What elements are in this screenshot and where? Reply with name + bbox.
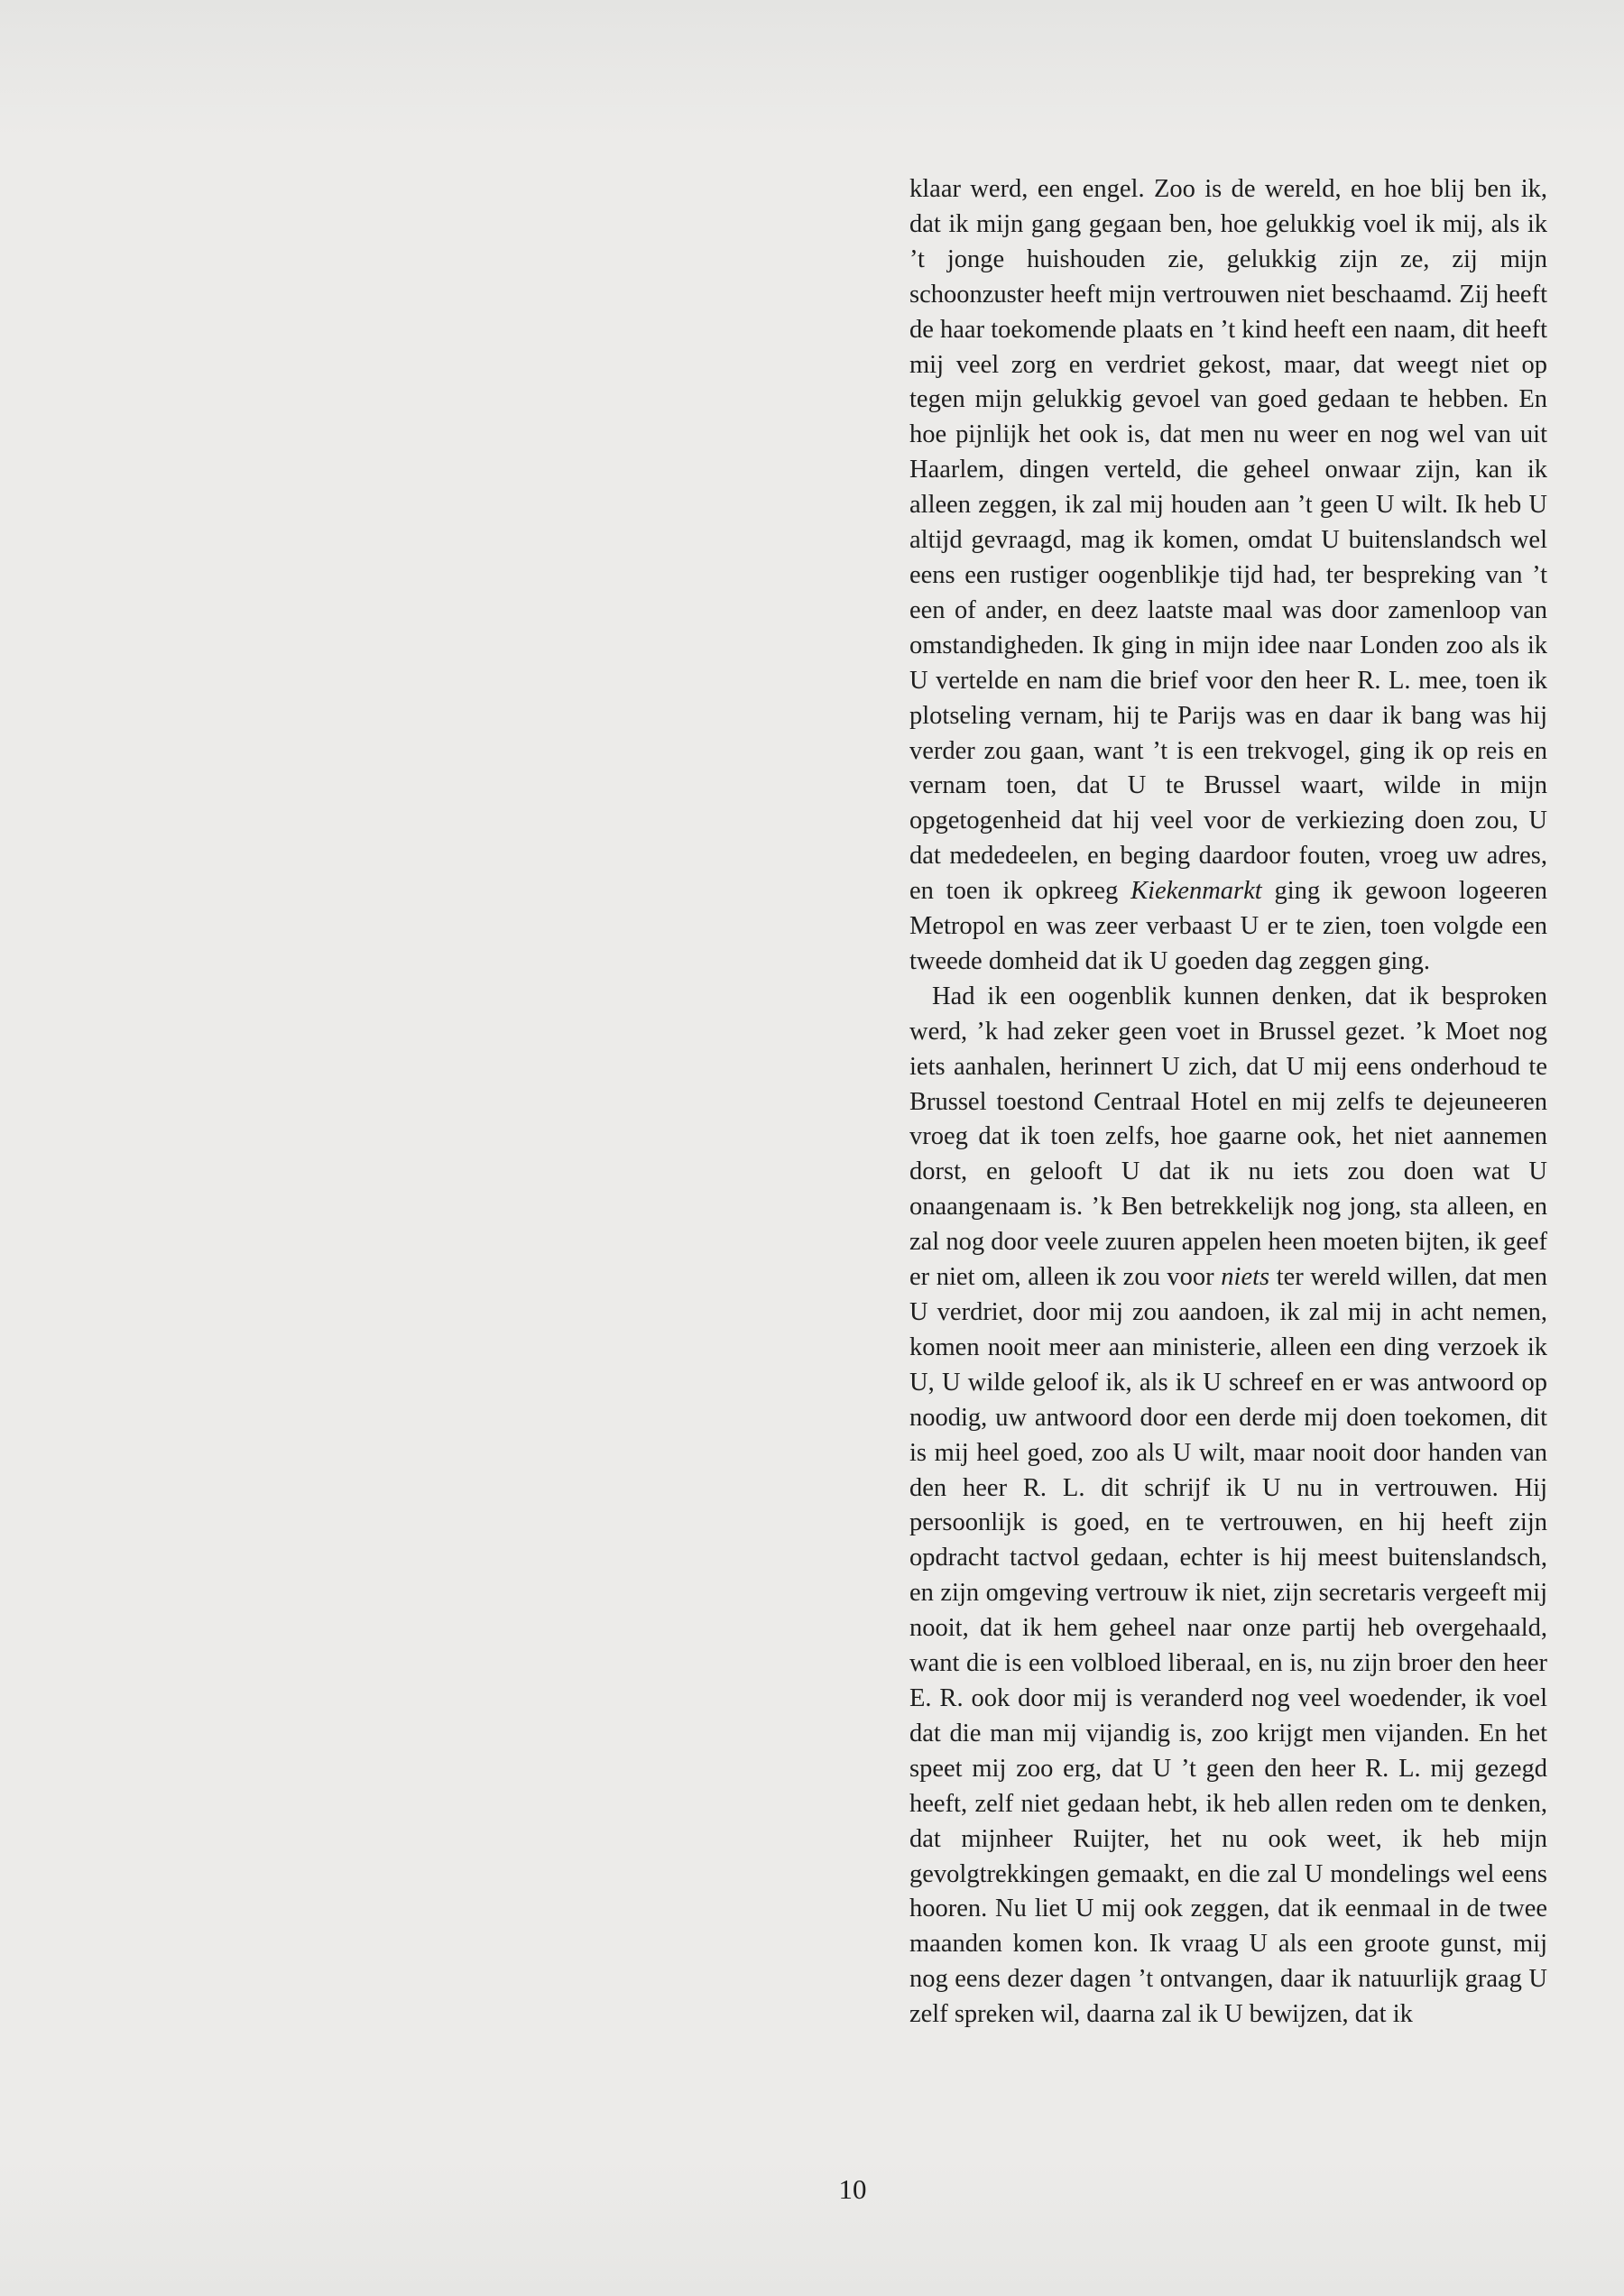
paragraph-2-text-1: Had ik een oogenblik kunnen denken, dat ik besproken werd, ’k had zeker geen voet in Brussel gezet. ’k Moet nog iets aanhalen, herinnert U zich, dat U mij eens onderhoud te Brussel toestond Centraal Hotel en mij zelfs te dejeuneeren vroeg dat ik toen zelfs, hoe gaarne ook, het niet aannemen dorst, en gelooft U dat ik nu iets zou doen wat U onaangenaam is. ’k Ben betrekkelijk nog jong, sta alleen, en zal nog door veele zuuren appelen heen moeten bijten, ik geef er niet om, alleen ik zou voor <box>909 982 1547 1292</box>
paragraph-2-text-2: ter wereld willen, dat men U verdriet, door mij zou aandoen, ik zal mij in acht nemen, komen nooit meer aan ministerie, alleen een ding verzoek ik U, U wilde geloof ik, als ik U schreef en er was antwoord op noodig, uw antwoord door een derde mij doen toekomen, dit is mij heel goed, zoo als U wilt, maar nooit door handen van den heer R. L. dit schrijf ik U nu in vertrouwen. Hij persoonlijk is goed, en te vertrouwen, en hij heeft zijn opdracht tactvol gedaan, echter is hij meest buitenslandsch, en zijn omgeving vertrouw ik niet, zijn secretaris vergeeft mij nooit, dat ik hem geheel naar onze partij heb overgehaald, want die is een volbloed liberaal, en is, nu zijn broer den heer E. R. ook door mij is veranderd nog veel woedender, ik voel dat die man mij vijandig is, zoo krijgt men vijanden. En het speet mij zoo erg, dat U ’t geen den heer R. L. mij gezegd heeft, zelf niet gedaan hebt, ik heb allen reden om te denken, dat mijnheer Ruijter, het nu ook weet, ik heb mijn gevolgtrekkingen gemaakt, en die zal U mondelings wel eens hooren. Nu liet U mij ook zeggen, dat ik eenmaal in de twee maanden komen kon. Ik vraag U als een groote gunst, mij nog eens dezer dagen ’t ontvangen, daar ik natuurlijk graag U zelf spreken wil, daarna zal ik U bewijzen, dat ik <box>909 1263 1547 2029</box>
paragraph-2-italic-niets: niets <box>1221 1263 1270 1292</box>
paragraph-1 <box>909 172 1547 980</box>
paragraph-1-italic-kiekenmarkt: Kiekenmarkt <box>1130 877 1262 906</box>
paragraph-1-text-1: klaar werd, een engel. Zoo is de wereld, en hoe blij ben ik, dat ik mijn gang gegaan ben, hoe gelukkig voel ik mij, als ik ’t jonge huishouden zie, gelukkig zijn ze, zij mijn schoonzuster heeft mijn vertrouwen niet beschaamd. Zij heeft de haar toekomende plaats en ’t kind heeft een naam, dit heeft mij veel zorg en verdriet gekost, maar, dat weegt niet op tegen mijn gelukkig gevoel van goed gedaan te hebben. En hoe pijnlijk het ook is, dat men nu weer en nog wel van uit Haarlem, dingen verteld, die geheel onwaar zijn, kan ik alleen zeggen, ik zal mij houden aan ’t geen U wilt. Ik heb U altijd gevraagd, mag ik komen, omdat U buitenslandsch wel eens een rustiger oogenblikje tijd had, ter bespreking van ’t een of ander, en deez laatste maal was door zamenloop van omstandigheden. Ik ging in mijn idee naar Londen zoo als ik U vertelde en nam die brief voor den heer R. L. mee, toen ik plotseling vernam, hij te Parijs was en daar ik bang was hij verder zou gaan, want ’t is een trekvogel, ging ik op reis en vernam toen, dat U te Brussel waart, wilde in mijn opgetogenheid dat hij veel voor de verkiezing doen zou, U dat mededeelen, en beging daardoor fouten, vroeg uw adres, en toen ik opkreeg <box>909 175 1547 906</box>
paragraph-1-text-2: ging ik gewoon logeeren Metropol en was zeer verbaast U er te zien, toen volgde een tweede domheid dat ik U goeden dag zeggen ging. <box>909 877 1547 975</box>
paragraph-2 <box>909 980 1547 2033</box>
body-text <box>909 172 1547 2033</box>
page-number: 10 <box>838 2173 867 2205</box>
